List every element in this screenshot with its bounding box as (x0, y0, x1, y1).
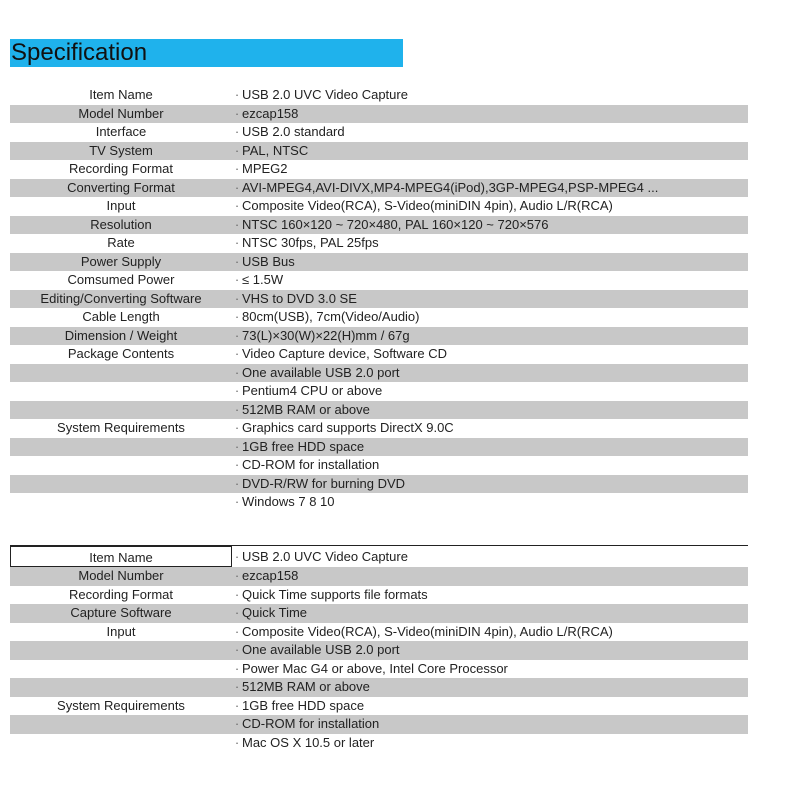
row-separator: · (234, 216, 240, 232)
table-row (10, 493, 748, 512)
table-row (10, 382, 748, 401)
row-label: Model Number (78, 568, 164, 583)
table-row (10, 401, 748, 420)
row-value: DVD-R/RW for burning DVD (242, 475, 406, 491)
row-separator: · (234, 549, 240, 564)
row-value: CD-ROM for installation (242, 457, 380, 472)
table-row (10, 567, 748, 586)
row-value: Quick Time supports file formats (242, 586, 428, 602)
table-row (10, 456, 748, 475)
row-label: Package Contents (67, 346, 175, 361)
row-label: Resolution (90, 216, 152, 232)
row-separator: · (234, 309, 240, 324)
row-separator: · (234, 568, 240, 583)
row-value: Composite Video(RCA), S-Video(miniDIN 4pin), Audio L/R(RCA) (242, 198, 613, 213)
row-value: CD-ROM for installation (242, 716, 380, 731)
row-value: 1GB free HDD space (242, 438, 365, 454)
row-value: PAL, NTSC (242, 142, 309, 158)
table-row (10, 660, 748, 679)
row-value: 1GB free HDD space (242, 697, 365, 713)
row-label: Converting Format (67, 179, 175, 195)
table-row (10, 253, 748, 272)
row-label: Model Number (78, 105, 164, 121)
table-row (10, 734, 748, 753)
row-separator: · (234, 734, 240, 750)
table-row (10, 678, 748, 697)
table-row (10, 216, 748, 235)
row-label (10, 438, 232, 457)
table-row (10, 105, 748, 124)
row-value: ezcap158 (242, 568, 299, 583)
row-separator: · (234, 327, 240, 343)
row-separator: · (234, 383, 240, 398)
table-row (10, 123, 748, 142)
row-label: Rate (107, 235, 135, 250)
mac-spec-table (10, 545, 748, 752)
row-label: Item Name (89, 87, 153, 102)
row-label: System Requirements (57, 697, 185, 713)
row-separator: · (234, 235, 240, 250)
row-value: 512MB RAM or above (242, 401, 370, 417)
row-label: Comsumed Power (67, 272, 175, 287)
row-value: Pentium4 CPU or above (242, 383, 383, 398)
row-separator: · (234, 346, 240, 361)
row-label (10, 382, 232, 401)
row-value: One available USB 2.0 port (242, 364, 400, 380)
row-value: 512MB RAM or above (242, 679, 370, 694)
row-value: One available USB 2.0 port (242, 642, 400, 657)
row-label (10, 734, 232, 753)
row-separator: · (234, 475, 240, 491)
row-label: Interface (95, 124, 147, 139)
row-separator: · (234, 605, 240, 620)
row-separator: · (234, 198, 240, 213)
row-value: 80cm(USB), 7cm(Video/Audio) (242, 309, 420, 324)
row-value: Mac OS X 10.5 or later (242, 734, 375, 750)
table-row (10, 641, 748, 660)
row-separator: · (234, 586, 240, 602)
row-value: USB 2.0 UVC Video Capture (242, 549, 408, 564)
row-separator: · (234, 161, 240, 176)
row-label: Item Name (10, 546, 232, 567)
row-value: NTSC 160×120 ~ 720×480, PAL 160×120 ~ 720×576 (242, 216, 549, 232)
table-row (10, 86, 748, 105)
row-value: MPEG2 (242, 161, 288, 176)
row-value: VHS to DVD 3.0 SE (242, 290, 357, 306)
table-row (10, 290, 748, 309)
row-separator: · (234, 623, 240, 639)
row-value: Graphics card supports DirectX 9.0C (242, 420, 454, 435)
row-value: USB 2.0 UVC Video Capture (242, 87, 408, 102)
row-label: Cable Length (82, 309, 160, 324)
row-label: Recording Format (68, 586, 174, 602)
table-row (10, 142, 748, 161)
table-row (10, 345, 748, 364)
row-separator: · (234, 124, 240, 139)
table-row (10, 475, 748, 494)
table-row (10, 419, 748, 438)
row-value: USB Bus (242, 253, 295, 269)
table-row (10, 697, 748, 716)
row-value: Windows 7 8 10 (242, 494, 335, 509)
row-label: Dimension / Weight (64, 327, 178, 343)
row-label (10, 678, 232, 697)
row-label (10, 401, 232, 420)
row-label (10, 456, 232, 475)
table-row (10, 364, 748, 383)
row-separator: · (234, 697, 240, 713)
row-separator: · (234, 457, 240, 472)
table-row (10, 160, 748, 179)
row-value: ≤ 1.5W (242, 272, 284, 287)
table-row (10, 604, 748, 623)
row-separator: · (234, 290, 240, 306)
row-value: Quick Time (242, 605, 308, 620)
row-value: Video Capture device, Software CD (242, 346, 447, 361)
row-value: 73(L)×30(W)×22(H)mm / 67g (242, 327, 410, 343)
table-row (10, 327, 748, 346)
row-separator: · (234, 87, 240, 102)
row-label: Input (106, 623, 136, 639)
row-value: Composite Video(RCA), S-Video(miniDIN 4pin), Audio L/R(RCA) (242, 623, 613, 639)
row-label: Input (106, 198, 136, 213)
row-value: ezcap158 (242, 105, 299, 121)
row-separator: · (234, 716, 240, 731)
row-separator: · (234, 660, 240, 676)
row-label (10, 715, 232, 734)
row-label: Power Supply (80, 253, 162, 269)
table-row (10, 197, 748, 216)
row-label (10, 493, 232, 512)
row-separator: · (234, 105, 240, 121)
row-separator: · (234, 438, 240, 454)
table-row (10, 308, 748, 327)
row-value: USB 2.0 standard (242, 124, 345, 139)
table-row (10, 623, 748, 642)
row-label (10, 475, 232, 494)
table-row (10, 271, 748, 290)
row-separator: · (234, 142, 240, 158)
row-separator: · (234, 420, 240, 435)
row-label: TV System (89, 142, 153, 158)
windows-spec-table (10, 86, 748, 512)
row-label: Editing/Converting Software (40, 290, 202, 306)
row-value: AVI-MPEG4,AVI-DIVX,MP4-MPEG4(iPod),3GP-MPEG4,PSP-MPEG4 ... (242, 179, 659, 195)
row-separator: · (234, 179, 240, 195)
row-label: Recording Format (68, 161, 174, 176)
row-label (10, 660, 232, 679)
table-row (10, 438, 748, 457)
row-value: NTSC 30fps, PAL 25fps (242, 235, 379, 250)
row-label: System Requirements (57, 420, 185, 435)
table-row (10, 546, 748, 567)
row-value: Power Mac G4 or above, Intel Core Processor (242, 660, 508, 676)
row-separator: · (234, 272, 240, 287)
row-label (10, 364, 232, 383)
row-separator: · (234, 494, 240, 509)
row-separator: · (234, 364, 240, 380)
page-title: Specification (10, 39, 403, 67)
row-separator: · (234, 401, 240, 417)
row-separator: · (234, 253, 240, 269)
table-row (10, 715, 748, 734)
row-label (10, 641, 232, 660)
row-separator: · (234, 642, 240, 657)
row-separator: · (234, 679, 240, 694)
table-row (10, 586, 748, 605)
table-row (10, 179, 748, 198)
row-label: Capture Software (70, 605, 172, 620)
table-row (10, 234, 748, 253)
